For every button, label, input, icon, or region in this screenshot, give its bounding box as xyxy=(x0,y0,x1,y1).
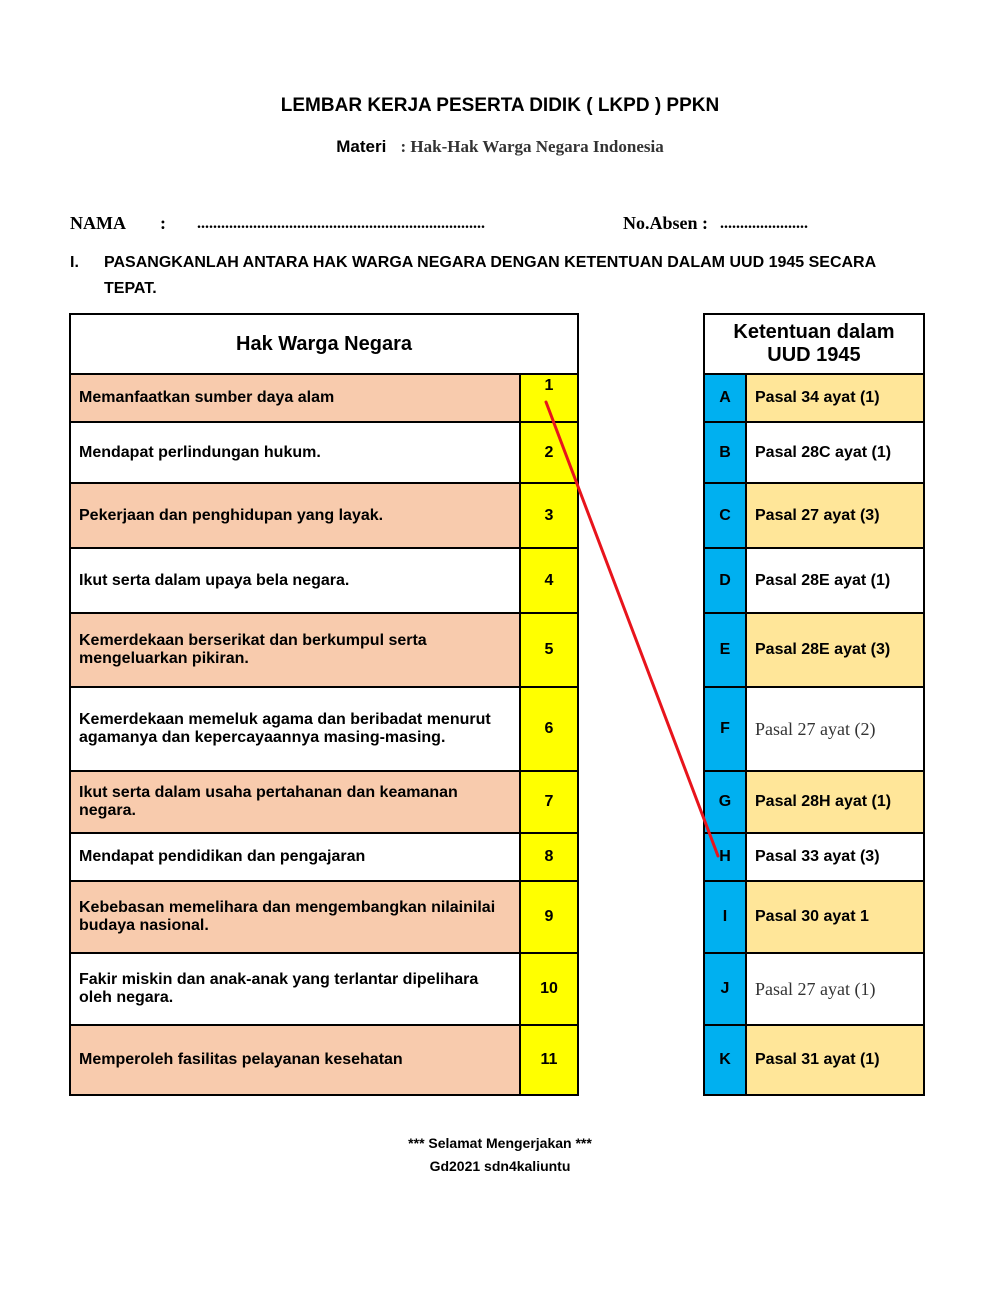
match-number[interactable]: 9 xyxy=(520,881,578,953)
article-text: Pasal 33 ayat (3) xyxy=(746,833,924,881)
absen-label: No.Absen : xyxy=(623,213,709,233)
right-text: Mendapat pendidikan dan pengajaran xyxy=(70,833,520,881)
match-letter[interactable]: B xyxy=(704,422,746,483)
uud-table-header: Ketentuan dalam UUD 1945 xyxy=(704,314,924,374)
right-text: Ikut serta dalam upaya bela negara. xyxy=(70,548,520,613)
instruction-number: I. xyxy=(70,254,79,271)
right-text: Ikut serta dalam usaha pertahanan dan keamanan negara. xyxy=(70,771,520,833)
match-letter[interactable]: D xyxy=(704,548,746,613)
match-number[interactable]: 8 xyxy=(520,833,578,881)
right-text: Memanfaatkan sumber daya alam xyxy=(70,374,520,422)
match-line-1-to-h[interactable] xyxy=(546,402,718,856)
match-letter[interactable]: A xyxy=(704,374,746,422)
materi-label: Materi xyxy=(336,137,387,156)
right-text: Kebebasan memelihara dan mengembangkan nilainilai budaya nasional. xyxy=(70,881,520,953)
article-text: Pasal 28E ayat (3) xyxy=(746,613,924,687)
match-letter[interactable]: F xyxy=(704,687,746,771)
right-text: Mendapat perlindungan hukum. xyxy=(70,422,520,483)
match-letter[interactable]: G xyxy=(704,771,746,833)
match-number[interactable]: 6 xyxy=(520,687,578,771)
match-letter[interactable]: H xyxy=(704,833,746,881)
footer-greeting: *** Selamat Mengerjakan *** xyxy=(408,1135,592,1151)
match-number[interactable]: 1 xyxy=(520,374,578,422)
right-text: Kemerdekaan memeluk agama dan beribadat menurut agamanya dan kepercayaannya masing-masing. xyxy=(70,687,520,771)
match-number[interactable]: 3 xyxy=(520,483,578,548)
article-text: Pasal 27 ayat (1) xyxy=(746,953,924,1025)
article-text: Pasal 28H ayat (1) xyxy=(746,771,924,833)
article-text: Pasal 28E ayat (1) xyxy=(746,548,924,613)
match-number[interactable]: 7 xyxy=(520,771,578,833)
match-number[interactable]: 11 xyxy=(520,1025,578,1095)
instruction-text: PASANGKANLAH ANTARA HAK WARGA NEGARA DENGAN KETENTUAN DALAM UUD 1945 SECARA TEPAT. xyxy=(104,254,876,297)
nama-label: NAMA xyxy=(70,213,126,233)
match-letter[interactable]: E xyxy=(704,613,746,687)
right-text: Memperoleh fasilitas pelayanan kesehatan xyxy=(70,1025,520,1095)
match-number[interactable]: 2 xyxy=(520,422,578,483)
article-text: Pasal 28C ayat (1) xyxy=(746,422,924,483)
match-letter[interactable]: K xyxy=(704,1025,746,1095)
match-number[interactable]: 4 xyxy=(520,548,578,613)
article-text: Pasal 34 ayat (1) xyxy=(746,374,924,422)
nama-colon: : xyxy=(160,213,166,233)
article-text: Pasal 27 ayat (3) xyxy=(746,483,924,548)
right-text: Pekerjaan dan penghidupan yang layak. xyxy=(70,483,520,548)
match-number[interactable]: 5 xyxy=(520,613,578,687)
match-letter[interactable]: C xyxy=(704,483,746,548)
absen-input-line[interactable]: ...................... xyxy=(720,215,808,232)
article-text: Pasal 31 ayat (1) xyxy=(746,1025,924,1095)
right-text: Kemerdekaan berserikat dan berkumpul serta mengeluarkan pikiran. xyxy=(70,613,520,687)
article-text: Pasal 30 ayat 1 xyxy=(746,881,924,953)
match-letter[interactable]: I xyxy=(704,881,746,953)
rights-table-header: Hak Warga Negara xyxy=(70,314,578,374)
nama-input-line[interactable]: ........................................................................ xyxy=(197,215,485,232)
match-letter[interactable]: J xyxy=(704,953,746,1025)
worksheet-title: LEMBAR KERJA PESERTA DIDIK ( LKPD ) PPKN xyxy=(280,95,720,116)
footer-credit: Gd2021 sdn4kaliuntu xyxy=(429,1158,571,1174)
match-number[interactable]: 10 xyxy=(520,953,578,1025)
right-text: Fakir miskin dan anak-anak yang terlantar dipelihara oleh negara. xyxy=(70,953,520,1025)
materi-value: : Hak-Hak Warga Negara Indonesia xyxy=(400,137,664,156)
article-text: Pasal 27 ayat (2) xyxy=(746,687,924,771)
